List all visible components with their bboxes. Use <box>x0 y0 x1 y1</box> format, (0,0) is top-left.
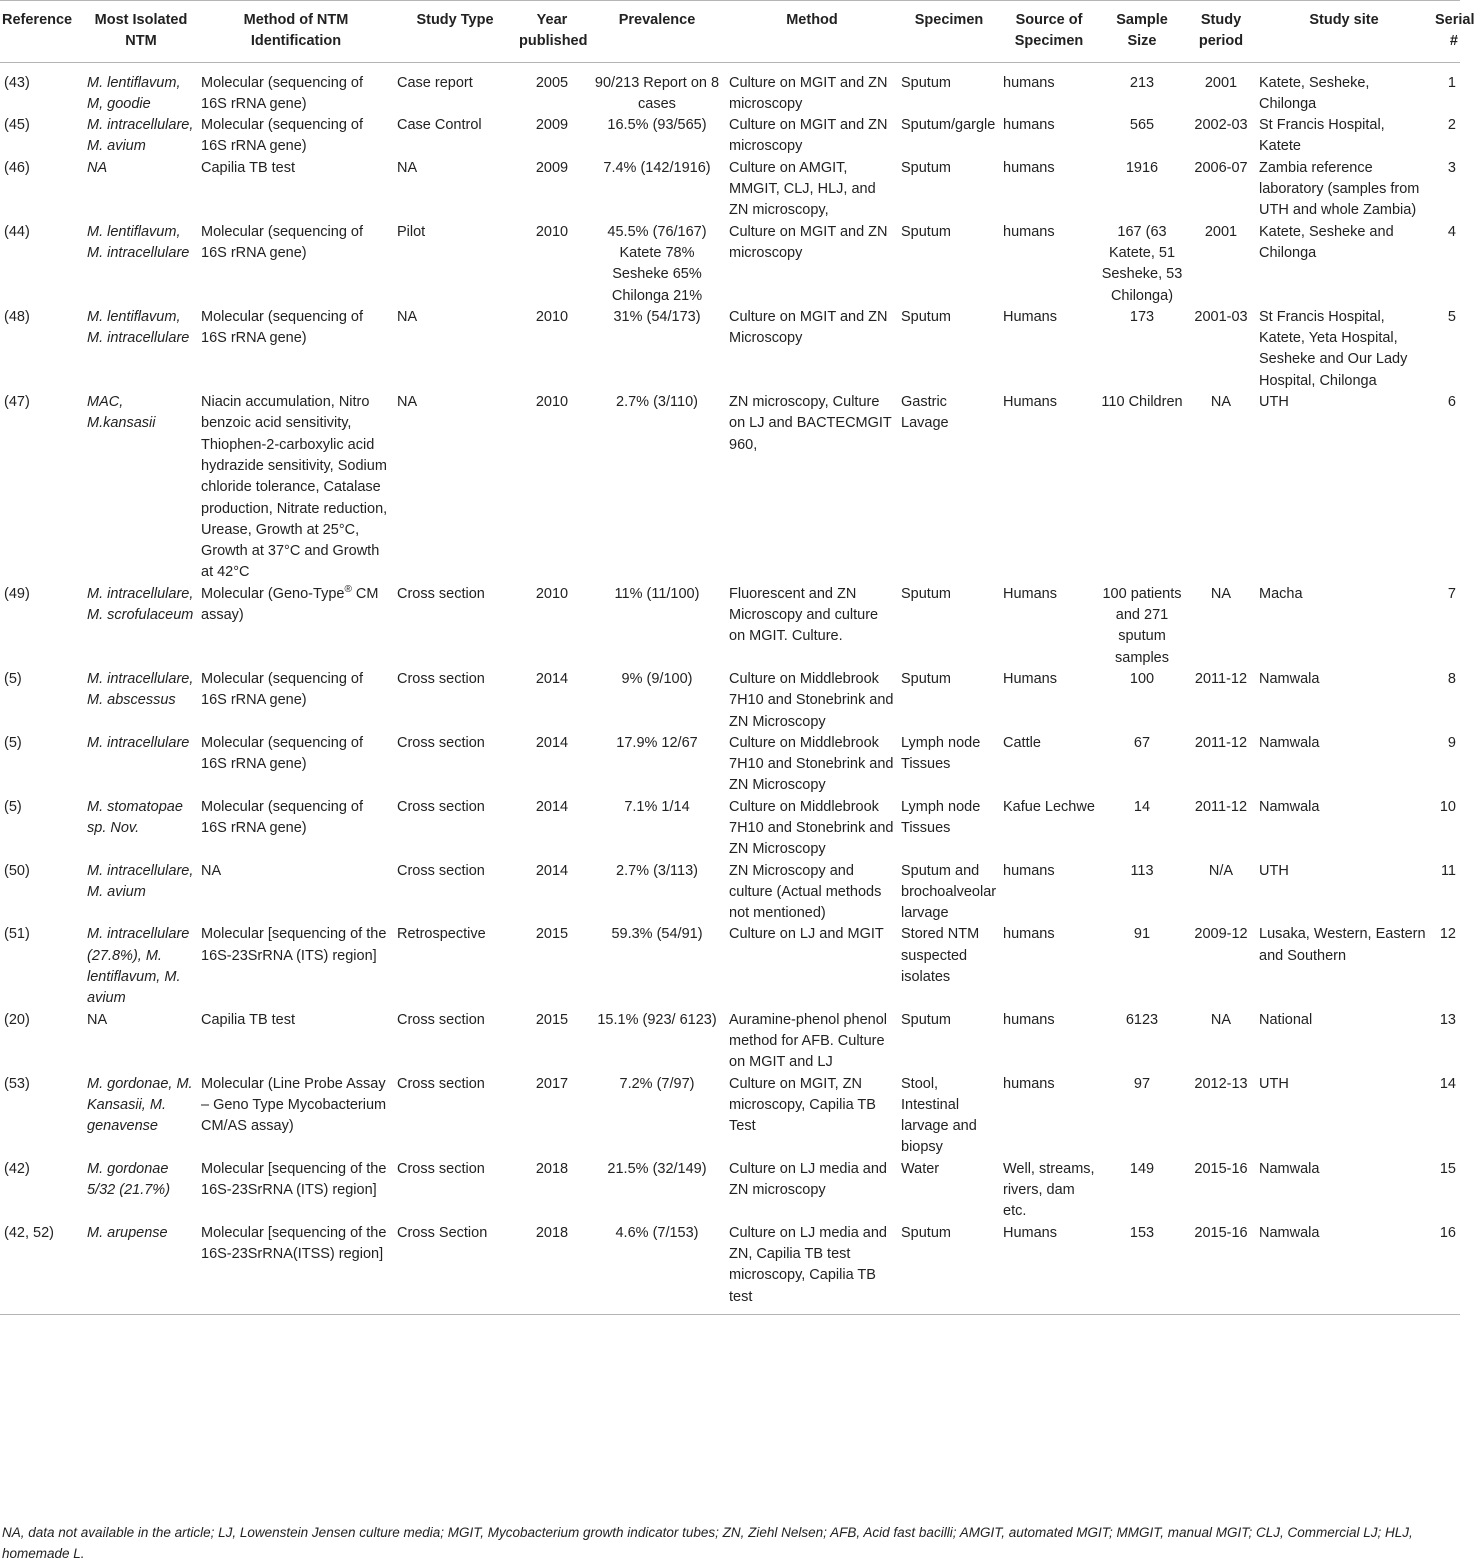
cell-specimen: Sputum and brochoalveolar larvage <box>901 862 997 922</box>
cell-most-isolated-ntm: MAC, M.kansasii <box>87 394 156 432</box>
cell-method: Culture on Middlebrook 7H10 and Stonebrink and ZN Microscopy <box>729 798 894 858</box>
cell-year-published: 2014 <box>535 734 569 751</box>
header-source-of-specimen: Source of Specimen <box>1000 1 1098 63</box>
cell-study-site: Katete, Sesheke and Chilonga <box>1259 223 1394 261</box>
cell-method: Culture on Middlebrook 7H10 and Stonebrink and ZN Microscopy <box>729 670 894 730</box>
cell-prevalence: 21.5% (32/149) <box>607 1160 707 1177</box>
cell-method: Fluorescent and ZN Microscopy and culture on MGIT. Culture. <box>729 585 879 645</box>
cell-source-of-specimen: Humans <box>1003 670 1057 687</box>
cell-reference[interactable]: (5) <box>4 734 22 751</box>
cell-source-of-specimen: humans <box>1003 159 1055 176</box>
cell-study-type: Case report <box>397 74 473 91</box>
cell-identification-method: Molecular (sequencing of 16S rRNA gene) <box>201 734 364 773</box>
cell-study-period: NA <box>1210 394 1232 411</box>
cell-year-published: 2010 <box>535 223 569 240</box>
cell-source-of-specimen: humans <box>1003 1011 1055 1028</box>
table-row <box>0 158 1460 222</box>
cell-most-isolated-ntm: M. intracellulare (27.8%), M. lentiflavum, M. avium <box>87 926 190 1007</box>
cell-reference[interactable]: (45) <box>4 117 30 134</box>
cell-study-type: Case Control <box>397 117 482 134</box>
cell-identification-method: Molecular (sequencing of 16S rRNA gene) <box>201 798 364 836</box>
cell-specimen: Sputum <box>901 308 951 325</box>
cell-specimen: Sputum <box>901 1011 951 1028</box>
header-prevalence: Prevalence <box>588 1 726 63</box>
cell-prevalence: 4.6% (7/153) <box>588 1223 726 1315</box>
cell-method: Culture on LJ and MGIT <box>729 926 884 943</box>
header-method: Method <box>726 1 898 63</box>
cell-identification-method: NA <box>201 862 222 879</box>
cell-source-of-specimen: humans <box>1003 1075 1055 1092</box>
cell-method: Culture on MGIT and ZN microscopy <box>729 223 888 261</box>
cell-serial: 6 <box>1447 394 1456 411</box>
cell-study-period: 2012-13 <box>1194 1075 1248 1092</box>
cell-specimen: Sputum <box>901 223 951 240</box>
cell-serial: 7 <box>1447 585 1456 602</box>
table-row <box>0 1159 1460 1223</box>
cell-year-published: 2015 <box>535 1011 569 1028</box>
cell-study-period: NA <box>1210 585 1232 602</box>
cell-identification-method: Molecular (Line Probe Assay – Geno Type Mycobacterium CM/AS assay) <box>201 1075 387 1135</box>
cell-sample-size: 14 <box>1133 798 1151 815</box>
cell-study-type: Cross section <box>397 734 485 751</box>
cell-study-type: Cross section <box>397 1075 485 1092</box>
cell-study-site: Namwala <box>1256 1223 1432 1315</box>
cell-source-of-specimen: Cattle <box>1003 734 1041 751</box>
cell-identification-method: Molecular (sequencing of 16S rRNA gene) <box>201 670 364 709</box>
cell-most-isolated-ntm: M. gordonae, M. Kansasii, M. genavense <box>87 1075 193 1135</box>
cell-most-isolated-ntm: M. lentiflavum, M, goodie <box>87 74 181 112</box>
cell-method: Culture on MGIT, ZN microscopy, Capilia TB Test <box>729 1075 876 1135</box>
cell-serial: 4 <box>1447 223 1456 240</box>
cell-identification-method: Niacin accumulation, Nitro benzoic acid sensitivity, Thiophen-2-carboxylic acid hydrazide sensitivity, Sodium chloride tolerance, Catalase production, Nitrate reduction, Urease, Growth at 25°C, Growth at 37°C and Growth at 42°C <box>201 394 388 581</box>
cell-year-published: 2017 <box>535 1075 569 1092</box>
cell-reference[interactable]: (42) <box>4 1160 30 1177</box>
cell-source-of-specimen: Humans <box>1003 585 1057 602</box>
registered-mark: ® <box>344 583 352 595</box>
cell-method: Culture on MGIT and ZN microscopy <box>729 74 888 112</box>
cell-sample-size: 100 patients and 271 sputum samples <box>1102 585 1182 666</box>
cell-year-published: 2014 <box>535 798 569 815</box>
cell-prevalence: 2.7% (3/113) <box>616 862 698 879</box>
cell-study-type: NA <box>397 308 418 325</box>
cell-method: Culture on MGIT and ZN microscopy <box>729 117 888 155</box>
cell-reference[interactable]: (43) <box>4 74 30 91</box>
table-row <box>0 1074 1460 1159</box>
header-study-site: Study site <box>1256 1 1432 63</box>
cell-year-published: 2009 <box>535 159 569 176</box>
cell-prevalence: 59.3% (54/91) <box>611 926 703 943</box>
table-row <box>0 392 1460 584</box>
cell-study-type: Retrospective <box>397 926 486 943</box>
table-row <box>0 924 1460 1009</box>
cell-source-of-specimen: humans <box>1003 926 1055 943</box>
cell-specimen: Water <box>901 1160 940 1177</box>
cell-most-isolated-ntm: M. lentiflavum, M. intracellulare <box>87 223 190 261</box>
cell-most-isolated-ntm: M. intracellulare, M. avium <box>87 862 194 900</box>
cell-specimen: Stool, Intestinal larvage and biopsy <box>901 1075 977 1156</box>
cell-study-period: 2011-12 <box>1194 670 1248 687</box>
cell-prevalence: 7.2% (7/97) <box>619 1075 695 1092</box>
cell-serial: 13 <box>1439 1011 1456 1028</box>
cell-study-period: N/A <box>1208 862 1234 879</box>
cell-most-isolated-ntm: M. arupense <box>84 1223 198 1315</box>
cell-most-isolated-ntm: NA <box>87 159 108 176</box>
identification-text-tail: CM assay) <box>201 585 379 624</box>
table-row <box>0 115 1460 158</box>
cell-sample-size: 113 <box>1130 862 1154 879</box>
cell-source-of-specimen: Humans <box>1000 1223 1098 1315</box>
cell-prevalence: 15.1% (923/ 6123) <box>597 1011 717 1028</box>
cell-most-isolated-ntm: NA <box>87 1011 108 1028</box>
header-specimen: Specimen <box>898 1 1000 63</box>
cell-source-of-specimen: Humans <box>1003 308 1057 325</box>
cell-specimen: Sputum <box>901 74 951 91</box>
cell-reference[interactable]: (44) <box>4 223 30 240</box>
cell-serial: 2 <box>1447 117 1456 134</box>
cell-prevalence: 9% (9/100) <box>621 670 693 687</box>
cell-source-of-specimen: humans <box>1003 223 1055 240</box>
header-reference: Reference <box>0 1 84 63</box>
table-row <box>0 733 1460 797</box>
cell-specimen: Stored NTM suspected isolates <box>901 926 980 986</box>
cell-prevalence: 11% (11/100) <box>614 585 700 602</box>
cell-year-published: 2018 <box>535 1160 569 1177</box>
cell-study-period: 2011-12 <box>1194 734 1248 751</box>
cell-study-period: NA <box>1210 1011 1232 1028</box>
cell-identification-method: Molecular (sequencing of 16S rRNA gene) <box>201 117 364 155</box>
cell-study-site: Macha <box>1259 585 1303 602</box>
cell-reference[interactable]: (42, 52) <box>0 1223 84 1315</box>
table-row <box>0 797 1460 861</box>
cell-study-type: Cross section <box>397 585 485 602</box>
table-row <box>0 861 1460 925</box>
cell-year-published: 2014 <box>535 670 569 687</box>
cell-identification-method: Molecular [sequencing of the 16S-23SrRNA(ITSS) region] <box>198 1223 394 1315</box>
cell-year-published: 2010 <box>535 585 569 602</box>
cell-method: Culture on AMGIT, MMGIT, CLJ, HLJ, and ZN microscopy, <box>729 159 876 219</box>
cell-study-period: 2015-16 <box>1194 1160 1248 1177</box>
cell-sample-size: 565 <box>1129 117 1155 134</box>
cell-reference[interactable]: (5) <box>4 670 22 687</box>
cell-study-site: National <box>1259 1011 1313 1028</box>
cell-sample-size: 167 (63 Katete, 51 Sesheke, 53 Chilonga) <box>1101 223 1183 304</box>
cell-year-published: 2014 <box>535 862 569 879</box>
cell-study-period: 2001 <box>1204 74 1238 91</box>
table-row <box>0 307 1460 392</box>
cell-study-period: 2006-07 <box>1194 159 1248 176</box>
cell-serial: 16 <box>1432 1223 1460 1315</box>
cell-method: Culture on LJ media and ZN, Capilia TB test microscopy, Capilia TB test <box>726 1223 898 1315</box>
cell-method: Culture on MGIT and ZN Microscopy <box>729 308 888 347</box>
cell-study-period: 2009-12 <box>1194 926 1248 943</box>
header-year-published: Year published <box>516 1 588 63</box>
cell-specimen: Sputum/gargle <box>901 117 996 134</box>
cell-study-type: NA <box>397 159 418 176</box>
cell-study-site: St Francis Hospital, Katete, Yeta Hospital, Sesheke and Our Lady Hospital, Chilonga <box>1259 308 1408 389</box>
cell-source-of-specimen: Humans <box>1003 394 1057 411</box>
cell-serial: 12 <box>1439 926 1456 943</box>
cell-specimen: Sputum <box>901 585 951 602</box>
cell-specimen: Sputum <box>898 1223 1000 1315</box>
header-identification-method: Method of NTM Identification <box>198 1 394 63</box>
cell-identification-method: Capilia TB test <box>201 1011 296 1028</box>
cell-serial: 1 <box>1447 74 1456 91</box>
cell-prevalence: 45.5% (76/167) Katete 78% Sesheke 65% Chilonga 21% <box>607 223 707 304</box>
cell-study-site: UTH <box>1259 862 1289 879</box>
cell-study-site: UTH <box>1259 1075 1289 1092</box>
table-row <box>0 222 1460 307</box>
cell-sample-size: 153 <box>1098 1223 1186 1315</box>
cell-study-type: Cross Section <box>394 1223 516 1315</box>
cell-study-site: St Francis Hospital, Katete <box>1259 117 1385 155</box>
cell-sample-size: 1916 <box>1125 159 1159 176</box>
cell-reference[interactable]: (48) <box>4 308 30 325</box>
header-study-period: Study period <box>1186 1 1256 63</box>
cell-study-type: Cross section <box>397 798 485 815</box>
cell-prevalence: 90/213 Report on 8 cases <box>594 74 720 112</box>
cell-most-isolated-ntm: M. stomatopae sp. Nov. <box>87 798 183 836</box>
cell-year-published: 2010 <box>535 308 569 325</box>
cell-prevalence: 16.5% (93/565) <box>607 117 707 134</box>
cell-serial: 3 <box>1447 159 1456 176</box>
cell-specimen: Lymph node Tissues <box>901 798 981 836</box>
cell-specimen: Lymph node Tissues <box>901 734 981 773</box>
cell-prevalence: 2.7% (3/110) <box>616 394 698 411</box>
cell-study-type: Cross section <box>397 1160 485 1177</box>
cell-source-of-specimen: humans <box>1003 117 1055 134</box>
cell-identification-method: Molecular [sequencing of the 16S-23SrRNA (ITS) region] <box>201 1160 387 1199</box>
cell-sample-size: 149 <box>1129 1160 1155 1177</box>
cell-reference[interactable]: (50) <box>4 862 30 879</box>
cell-year-published: 2005 <box>535 74 569 91</box>
table-row <box>0 1223 1460 1315</box>
cell-most-isolated-ntm: M. lentiflavum, M. intracellulare <box>87 308 190 347</box>
table-row <box>0 1010 1460 1074</box>
cell-source-of-specimen: Kafue Lechwe <box>1003 798 1095 815</box>
cell-source-of-specimen: humans <box>1003 74 1055 91</box>
cell-serial: 15 <box>1439 1160 1456 1177</box>
cell-most-isolated-ntm: M. intracellulare, M. scrofulaceum <box>87 585 194 624</box>
cell-study-period: 2002-03 <box>1194 117 1248 134</box>
cell-reference[interactable]: (46) <box>4 159 30 176</box>
table-body <box>0 62 1460 1314</box>
cell-most-isolated-ntm: M. intracellulare, M. avium <box>87 117 194 155</box>
cell-study-period: 2001 <box>1204 223 1238 240</box>
cell-serial: 5 <box>1447 308 1456 325</box>
cell-sample-size: 6123 <box>1125 1011 1159 1028</box>
cell-reference[interactable]: (49) <box>4 585 30 602</box>
cell-study-site: Zambia reference laboratory (samples from UTH and whole Zambia) <box>1259 159 1420 219</box>
cell-sample-size: 91 <box>1133 926 1151 943</box>
cell-serial: 10 <box>1439 798 1456 815</box>
cell-reference[interactable]: (5) <box>4 798 22 815</box>
cell-study-type: Cross section <box>397 1011 485 1028</box>
cell-most-isolated-ntm: M. intracellulare, M. abscessus <box>87 670 194 709</box>
cell-prevalence: 7.1% 1/14 <box>624 798 690 815</box>
cell-study-type: Cross section <box>397 670 485 687</box>
cell-study-site: Namwala <box>1259 1160 1320 1177</box>
cell-study-site: UTH <box>1259 394 1289 411</box>
cell-identification-method: Molecular (sequencing of 16S rRNA gene) <box>201 308 364 347</box>
cell-study-site: Lusaka, Western, Eastern and Southern <box>1259 926 1426 964</box>
header-serial: Serial # <box>1432 1 1460 63</box>
cell-year-published: 2009 <box>535 117 569 134</box>
table-row <box>0 584 1460 669</box>
cell-prevalence: 31% (54/173) <box>613 308 701 325</box>
table-header-row <box>0 1 1460 63</box>
cell-method: ZN Microscopy and culture (Actual methods not mentioned) <box>729 862 882 922</box>
cell-most-isolated-ntm: M. gordonae 5/32 (21.7%) <box>87 1160 171 1199</box>
cell-prevalence: 7.4% (142/1916) <box>603 159 711 176</box>
cell-study-period: 2015-16 <box>1186 1223 1256 1315</box>
cell-reference[interactable]: (51) <box>4 926 30 943</box>
cell-serial: 14 <box>1439 1075 1456 1092</box>
cell-identification-method: Molecular (sequencing of 16S rRNA gene) <box>201 223 364 261</box>
table-row <box>0 669 1460 733</box>
cell-year-published: 2010 <box>535 394 569 411</box>
cell-study-site: Namwala <box>1259 734 1320 751</box>
cell-reference[interactable]: (47) <box>4 394 30 411</box>
cell-identification-method: Molecular [sequencing of the 16S-23SrRNA (ITS) region] <box>201 926 387 964</box>
cell-serial: 9 <box>1447 734 1456 751</box>
cell-year-published: 2018 <box>516 1223 588 1315</box>
cell-reference[interactable]: (53) <box>4 1075 30 1092</box>
cell-most-isolated-ntm: M. intracellulare <box>87 734 190 751</box>
cell-study-period: 2001-03 <box>1194 308 1248 325</box>
cell-study-site: Namwala <box>1259 670 1320 687</box>
cell-sample-size: 100 <box>1129 670 1155 687</box>
cell-study-type: NA <box>397 394 418 411</box>
cell-source-of-specimen: humans <box>1003 862 1055 879</box>
cell-sample-size: 67 <box>1133 734 1151 751</box>
cell-identification-method: Capilia TB test <box>201 159 296 176</box>
cell-specimen: Sputum <box>901 670 951 687</box>
cell-serial: 11 <box>1440 862 1456 879</box>
cell-reference[interactable]: (20) <box>4 1011 30 1028</box>
cell-identification-method: Molecular (sequencing of 16S rRNA gene) <box>201 74 364 112</box>
identification-text: Molecular (Geno-Type <box>201 585 345 602</box>
cell-study-type: Pilot <box>397 223 426 240</box>
cell-study-site: Katete, Sesheke, Chilonga <box>1259 74 1370 112</box>
header-sample-size: Sample Size <box>1098 1 1186 63</box>
table-row <box>0 62 1460 115</box>
cell-year-published: 2015 <box>535 926 569 943</box>
table-footnote: NA, data not available in the article; LJ, Lowenstein Jensen culture media; MGIT, Mycobacterium growth indicator tubes; ZN, Ziehl Nelsen; AFB, Acid fast bacilli; AMGIT, automated MGIT; MMGIT, manual MGIT; CLJ, Commercial LJ; HLJ, homemade L. <box>2 1525 1413 1561</box>
cell-study-site: Namwala <box>1259 798 1320 815</box>
cell-sample-size: 173 <box>1129 308 1155 325</box>
cell-prevalence: 17.9% 12/67 <box>616 734 698 751</box>
cell-specimen: Gastric Lavage <box>901 394 949 432</box>
cell-serial: 8 <box>1447 670 1456 687</box>
cell-sample-size: 97 <box>1133 1075 1151 1092</box>
cell-specimen: Sputum <box>901 159 951 176</box>
cell-sample-size: 213 <box>1129 74 1155 91</box>
cell-method: Culture on LJ media and ZN microscopy <box>729 1160 887 1199</box>
header-study-type: Study Type <box>394 1 516 63</box>
header-most-isolated-ntm: Most Isolated NTM <box>84 1 198 63</box>
cell-method: Culture on Middlebrook 7H10 and Stonebrink and ZN Microscopy <box>729 734 894 794</box>
cell-method: Auramine-phenol phenol method for AFB. Culture on MGIT and LJ <box>729 1011 887 1071</box>
cell-study-type: Cross section <box>397 862 485 879</box>
cell-source-of-specimen: Well, streams, rivers, dam etc. <box>1003 1160 1095 1220</box>
cell-sample-size: 110 Children <box>1101 394 1183 411</box>
cell-method: ZN microscopy, Culture on LJ and BACTECMGIT 960, <box>729 394 892 453</box>
cell-study-period: 2011-12 <box>1194 798 1248 815</box>
cell-identification-method <box>198 584 394 669</box>
